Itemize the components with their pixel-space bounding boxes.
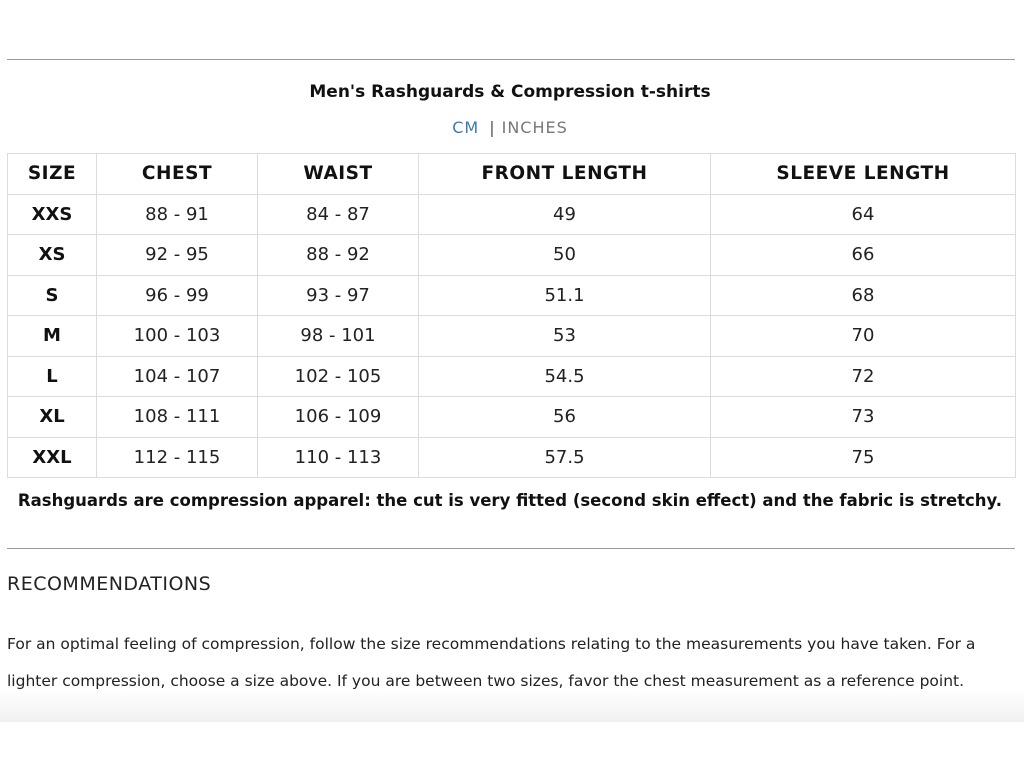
size-cell: XL xyxy=(8,397,97,438)
sleeve-length-cell: 70 xyxy=(711,316,1016,357)
waist-cell: 88 - 92 xyxy=(258,235,419,276)
header-front-length: FRONT LENGTH xyxy=(419,154,711,195)
sleeve-length-cell: 68 xyxy=(711,275,1016,316)
top-divider xyxy=(7,59,1015,60)
front-length-cell: 50 xyxy=(419,235,711,276)
front-length-cell: 54.5 xyxy=(419,356,711,397)
sleeve-length-cell: 72 xyxy=(711,356,1016,397)
waist-cell: 102 - 105 xyxy=(258,356,419,397)
chest-cell: 92 - 95 xyxy=(97,235,258,276)
size-cell: XXL xyxy=(8,437,97,478)
front-length-cell: 51.1 xyxy=(419,275,711,316)
header-waist: WAIST xyxy=(258,154,419,195)
front-length-cell: 53 xyxy=(419,316,711,357)
header-sleeve-length: SLEEVE LENGTH xyxy=(711,154,1016,195)
recommendations-text: For an optimal feeling of compression, follow the size recommendations relating to the measurements you have taken. For a lighter compression, choose a size above. If you are between two sizes, favor the chest measurement as a reference point. xyxy=(7,635,976,690)
table-row xyxy=(8,316,1016,357)
unit-cm-toggle[interactable]: CM xyxy=(452,118,480,137)
unit-separator: | xyxy=(489,118,496,137)
front-length-cell: 49 xyxy=(419,194,711,235)
size-cell: XS xyxy=(8,235,97,276)
chest-cell: 112 - 115 xyxy=(97,437,258,478)
size-cell: M xyxy=(8,316,97,357)
waist-cell: 98 - 101 xyxy=(258,316,419,357)
recommendations-heading: RECOMMENDATIONS xyxy=(7,573,212,595)
waist-cell: 106 - 109 xyxy=(258,397,419,438)
fit-note: Rashguards are compression apparel: the cut is very fitted (second skin effect) and the fabric is stretchy. xyxy=(17,491,1003,510)
size-cell: L xyxy=(8,356,97,397)
chest-cell: 96 - 99 xyxy=(97,275,258,316)
front-length-cell: 57.5 xyxy=(419,437,711,478)
sleeve-length-cell: 73 xyxy=(711,397,1016,438)
sleeve-length-cell: 75 xyxy=(711,437,1016,478)
size-cell: S xyxy=(8,275,97,316)
page-title: Men's Rashguards & Compression t-shirts xyxy=(309,82,711,102)
unit-switch xyxy=(0,118,1020,137)
table-row xyxy=(8,194,1016,235)
sleeve-length-cell: 66 xyxy=(711,235,1016,276)
table-row xyxy=(8,235,1016,276)
bottom-fade xyxy=(0,690,1024,722)
chest-cell: 104 - 107 xyxy=(97,356,258,397)
header-size: SIZE xyxy=(8,154,97,195)
waist-cell: 84 - 87 xyxy=(258,194,419,235)
table-row xyxy=(8,397,1016,438)
size-chart-table xyxy=(7,153,1016,478)
waist-cell: 110 - 113 xyxy=(258,437,419,478)
sleeve-length-cell: 64 xyxy=(711,194,1016,235)
chest-cell: 108 - 111 xyxy=(97,397,258,438)
chest-cell: 100 - 103 xyxy=(97,316,258,357)
unit-inches-toggle[interactable]: INCHES xyxy=(501,118,568,137)
table-header-row xyxy=(8,154,1016,195)
size-cell: XXS xyxy=(8,194,97,235)
table-row xyxy=(8,275,1016,316)
table-row xyxy=(8,437,1016,478)
section-divider xyxy=(7,548,1015,549)
table-row xyxy=(8,356,1016,397)
waist-cell: 93 - 97 xyxy=(258,275,419,316)
front-length-cell: 56 xyxy=(419,397,711,438)
header-chest: CHEST xyxy=(97,154,258,195)
chest-cell: 88 - 91 xyxy=(97,194,258,235)
